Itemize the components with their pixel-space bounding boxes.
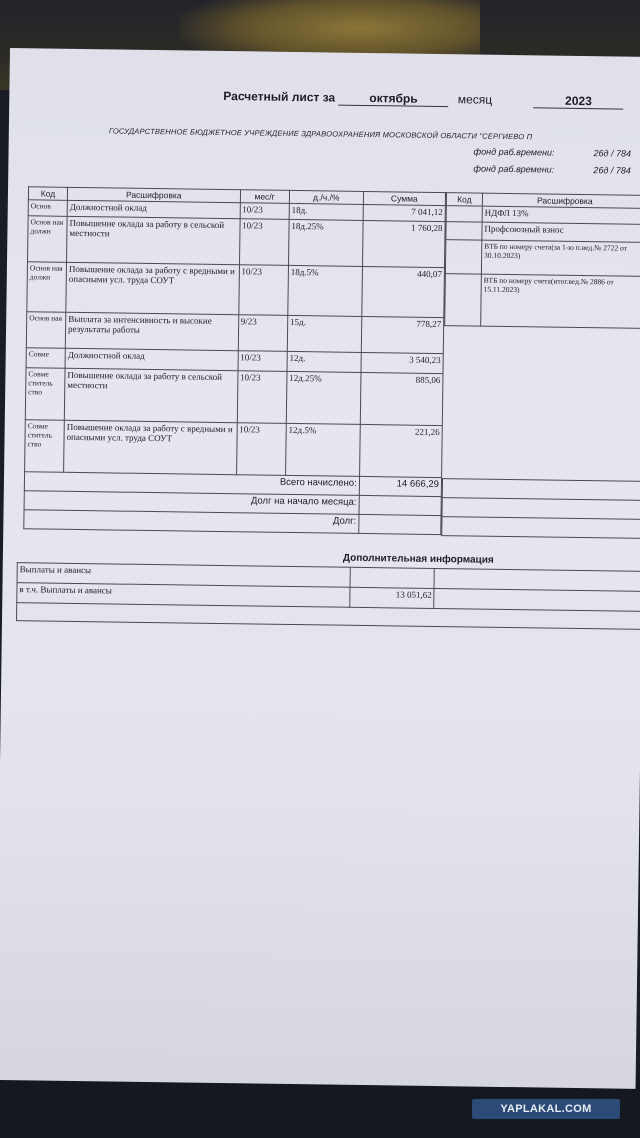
payslip-document xyxy=(0,48,640,1089)
row-desc: Повышение оклада за работу в сельской местности xyxy=(67,216,240,264)
row-sum: 1 760,28 xyxy=(362,220,445,267)
incl-payments-advances-value: 13 051,62 xyxy=(350,587,434,608)
debt-label: Долг: xyxy=(24,510,359,534)
row-desc: Должностной оклад xyxy=(67,200,240,218)
fund-value-1: 26д / 784 xyxy=(593,148,632,159)
col-desc: Расшифровка xyxy=(67,187,240,202)
row-month: 10/23 xyxy=(238,351,288,372)
row-code: Основ ная должн xyxy=(27,262,67,313)
row-month: 10/23 xyxy=(239,219,289,266)
row-days: 12д. xyxy=(287,351,361,372)
organization-name: ГОСУДАРСТВЕННОЕ БЮДЖЕТНОЕ УЧРЕЖДЕНИЕ ЗДРАВООХРАНЕНИЯ МОСКОВСКОЙ ОБЛАСТИ "СЕРГИЕВО П xyxy=(108,126,533,142)
total-accrued-value: 14 666,29 xyxy=(359,476,441,496)
row-desc: Повышение оклада за работу с вредными и опасными усл. труда СОУТ xyxy=(64,420,237,474)
deduction-desc: НДФЛ 13% xyxy=(482,206,640,224)
row-desc: Должностной оклад xyxy=(65,348,238,370)
table-row xyxy=(28,216,446,268)
additional-info-table xyxy=(16,562,640,630)
row-month: 10/23 xyxy=(240,203,290,220)
fund-label-2: фонд раб.времени: xyxy=(473,163,555,175)
title-prefix: Расчетный лист за xyxy=(223,88,336,105)
payslip-title xyxy=(223,89,623,110)
col-month: мес/г xyxy=(240,190,289,204)
deduction-code xyxy=(446,222,482,240)
row-month: 10/23 xyxy=(236,423,286,476)
deductions-totals xyxy=(441,478,640,539)
table-row xyxy=(445,274,640,329)
col-days: д./ч./% xyxy=(289,190,363,204)
accruals-table xyxy=(23,186,446,535)
debt-value xyxy=(359,514,441,534)
col-sum: Сумма xyxy=(363,191,445,205)
fund-value-2: 26д / 784 xyxy=(593,165,631,176)
table-row xyxy=(27,262,445,318)
work-time-fund-1 xyxy=(473,146,632,159)
deduction-code xyxy=(445,274,482,326)
row-days: 12д.25% xyxy=(286,371,361,424)
title-month-word: месяц xyxy=(457,92,493,107)
row-code: Совме ститель ство xyxy=(25,368,65,421)
work-time-fund-2 xyxy=(473,163,631,176)
debt-start-value xyxy=(359,495,441,515)
deductions-table xyxy=(444,192,640,329)
deduction-desc: Профсоюзный взнос xyxy=(482,222,640,242)
row-sum: 440,07 xyxy=(362,266,445,317)
site-watermark: YAPLAKAL.COM xyxy=(472,1099,620,1119)
row-days: 12д.5% xyxy=(285,423,360,476)
row-code: Основ ная должн xyxy=(28,216,68,263)
row-sum: 7 041,12 xyxy=(363,204,445,221)
fund-label-1: фонд раб.времени: xyxy=(473,146,555,158)
col-code-2: Код xyxy=(446,193,482,206)
table-row xyxy=(26,312,443,354)
row-code: Совме xyxy=(26,348,65,369)
row-code: Основ xyxy=(28,200,67,217)
deduction-desc: ВТБ по номеру счета(за 1-ю п.вед.№ 2722 от 30.10.2023) xyxy=(481,240,640,276)
payments-advances-label: Выплаты и авансы xyxy=(17,563,351,588)
row-days: 18д. xyxy=(289,203,363,220)
payments-advances-value xyxy=(350,567,434,588)
row-sum: 885,06 xyxy=(360,372,443,425)
row-days: 18д.5% xyxy=(288,265,363,316)
row-month: 10/23 xyxy=(238,265,288,316)
row-sum: 3 540,23 xyxy=(361,352,443,373)
row-code: Основ ная xyxy=(26,312,66,349)
title-year: 2023 xyxy=(533,93,623,109)
col-code: Код xyxy=(28,187,67,201)
row-desc: Повышение оклада за работу с вредными и опасными усл. труда СОУТ xyxy=(66,262,239,314)
row-sum: 778,27 xyxy=(361,316,444,353)
row-code: Совме ститель ство xyxy=(25,420,65,473)
row-days: 18д.25% xyxy=(288,219,363,266)
table-row xyxy=(25,420,443,478)
col-desc-2: Расшифровка xyxy=(482,193,640,208)
additional-info-title: Дополнительная информация xyxy=(342,552,494,566)
title-month: октябрь xyxy=(338,91,448,108)
deduction-debt-cell xyxy=(442,517,640,539)
row-sum: 221,26 xyxy=(359,424,442,477)
deduction-code xyxy=(445,240,481,274)
table-row xyxy=(25,368,443,426)
debt-start-label: Долг на начало месяца: xyxy=(24,491,359,515)
deduction-code xyxy=(446,206,482,222)
deduction-desc: ВТБ по номеру счета(итог.вед.№ 2886 от 15.11.2023) xyxy=(481,274,640,328)
incl-payments-advances-label: в т.ч. Выплаты и авансы xyxy=(17,583,351,608)
row-desc: Выплата за интенсивность и высокие результаты работы xyxy=(65,312,238,350)
row-desc: Повышение оклада за работу в сельской местности xyxy=(64,368,237,422)
row-month: 10/23 xyxy=(237,371,287,424)
payslip-paper xyxy=(0,48,640,1089)
row-days: 15д. xyxy=(287,315,361,352)
total-accrued-label: Всего начислено: xyxy=(24,472,359,496)
row-month: 9/23 xyxy=(238,315,288,352)
table-row xyxy=(445,240,640,277)
